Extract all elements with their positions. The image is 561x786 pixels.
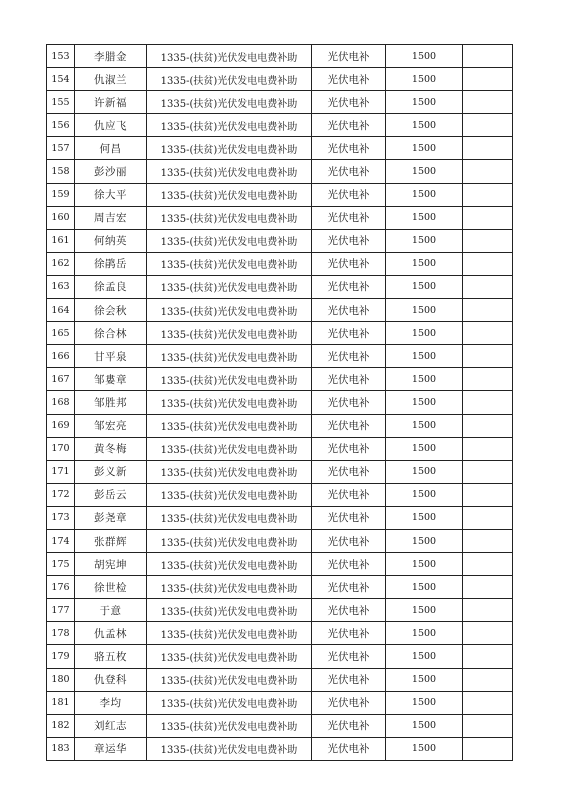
table-row — [47, 391, 513, 414]
subsidy-amount: 1500 — [386, 322, 463, 345]
table-row — [47, 506, 513, 529]
remark-cell — [463, 483, 513, 506]
subsidy-amount: 1500 — [386, 714, 463, 737]
table-row — [47, 91, 513, 114]
subsidy-amount: 1500 — [386, 622, 463, 645]
subsidy-category: 光伏电补 — [312, 206, 386, 229]
remark-cell — [463, 622, 513, 645]
recipient-name: 何昌 — [75, 137, 147, 160]
subsidy-amount: 1500 — [386, 229, 463, 252]
row-number: 181 — [47, 691, 75, 714]
subsidy-category: 光伏电补 — [312, 645, 386, 668]
subsidy-category: 光伏电补 — [312, 91, 386, 114]
subsidy-item: 1335-(扶贫)光伏发电电费补助 — [147, 553, 312, 576]
subsidy-category: 光伏电补 — [312, 622, 386, 645]
remark-cell — [463, 391, 513, 414]
subsidy-category: 光伏电补 — [312, 345, 386, 368]
subsidy-amount: 1500 — [386, 414, 463, 437]
table-row — [47, 345, 513, 368]
subsidy-item: 1335-(扶贫)光伏发电电费补助 — [147, 91, 312, 114]
subsidy-item: 1335-(扶贫)光伏发电电费补助 — [147, 460, 312, 483]
subsidy-category: 光伏电补 — [312, 553, 386, 576]
subsidy-item: 1335-(扶贫)光伏发电电费补助 — [147, 668, 312, 691]
table-row — [47, 368, 513, 391]
subsidy-item: 1335-(扶贫)光伏发电电费补助 — [147, 68, 312, 91]
subsidy-amount: 1500 — [386, 68, 463, 91]
row-number: 170 — [47, 437, 75, 460]
subsidy-category: 光伏电补 — [312, 529, 386, 552]
remark-cell — [463, 576, 513, 599]
subsidy-category: 光伏电补 — [312, 368, 386, 391]
remark-cell — [463, 599, 513, 622]
row-number: 182 — [47, 714, 75, 737]
remark-cell — [463, 114, 513, 137]
recipient-name: 周吉宏 — [75, 206, 147, 229]
table-row — [47, 160, 513, 183]
subsidy-category: 光伏电补 — [312, 691, 386, 714]
row-number: 153 — [47, 45, 75, 68]
table-row — [47, 252, 513, 275]
remark-cell — [463, 414, 513, 437]
subsidy-category: 光伏电补 — [312, 114, 386, 137]
subsidy-item: 1335-(扶贫)光伏发电电费补助 — [147, 45, 312, 68]
table-row — [47, 229, 513, 252]
table-row — [47, 691, 513, 714]
row-number: 154 — [47, 68, 75, 91]
remark-cell — [463, 299, 513, 322]
subsidy-item: 1335-(扶贫)光伏发电电费补助 — [147, 599, 312, 622]
recipient-name: 徐大平 — [75, 183, 147, 206]
subsidy-item: 1335-(扶贫)光伏发电电费补助 — [147, 714, 312, 737]
recipient-name: 仇孟林 — [75, 622, 147, 645]
remark-cell — [463, 68, 513, 91]
subsidy-category: 光伏电补 — [312, 460, 386, 483]
row-number: 166 — [47, 345, 75, 368]
table-row — [47, 483, 513, 506]
remark-cell — [463, 645, 513, 668]
subsidy-item: 1335-(扶贫)光伏发电电费补助 — [147, 322, 312, 345]
remark-cell — [463, 460, 513, 483]
subsidy-item: 1335-(扶贫)光伏发电电费补助 — [147, 299, 312, 322]
subsidy-category: 光伏电补 — [312, 322, 386, 345]
remark-cell — [463, 45, 513, 68]
subsidy-category: 光伏电补 — [312, 68, 386, 91]
subsidy-amount: 1500 — [386, 737, 463, 760]
recipient-name: 徐孟良 — [75, 275, 147, 298]
subsidy-amount: 1500 — [386, 553, 463, 576]
subsidy-category: 光伏电补 — [312, 483, 386, 506]
row-number: 176 — [47, 576, 75, 599]
recipient-name: 胡宪坤 — [75, 553, 147, 576]
table-row — [47, 437, 513, 460]
table-row — [47, 622, 513, 645]
subsidy-amount: 1500 — [386, 576, 463, 599]
row-number: 165 — [47, 322, 75, 345]
subsidy-item: 1335-(扶贫)光伏发电电费补助 — [147, 114, 312, 137]
subsidy-item: 1335-(扶贫)光伏发电电费补助 — [147, 645, 312, 668]
subsidy-amount: 1500 — [386, 460, 463, 483]
subsidy-category: 光伏电补 — [312, 506, 386, 529]
subsidy-category: 光伏电补 — [312, 252, 386, 275]
row-number: 160 — [47, 206, 75, 229]
subsidy-item: 1335-(扶贫)光伏发电电费补助 — [147, 137, 312, 160]
remark-cell — [463, 691, 513, 714]
table-row — [47, 275, 513, 298]
subsidy-amount: 1500 — [386, 252, 463, 275]
subsidy-amount: 1500 — [386, 160, 463, 183]
table-row — [47, 45, 513, 68]
subsidy-item: 1335-(扶贫)光伏发电电费补助 — [147, 391, 312, 414]
subsidy-category: 光伏电补 — [312, 599, 386, 622]
remark-cell — [463, 160, 513, 183]
remark-cell — [463, 275, 513, 298]
table-row — [47, 114, 513, 137]
table-row — [47, 322, 513, 345]
recipient-name: 邹宏亮 — [75, 414, 147, 437]
recipient-name: 彭尧章 — [75, 506, 147, 529]
subsidy-item: 1335-(扶贫)光伏发电电费补助 — [147, 506, 312, 529]
recipient-name: 邹胜邦 — [75, 391, 147, 414]
subsidy-amount: 1500 — [386, 275, 463, 298]
recipient-name: 仇淑兰 — [75, 68, 147, 91]
row-number: 177 — [47, 599, 75, 622]
row-number: 173 — [47, 506, 75, 529]
row-number: 164 — [47, 299, 75, 322]
remark-cell — [463, 737, 513, 760]
recipient-name: 李腊金 — [75, 45, 147, 68]
row-number: 167 — [47, 368, 75, 391]
subsidy-item: 1335-(扶贫)光伏发电电费补助 — [147, 737, 312, 760]
subsidy-category: 光伏电补 — [312, 275, 386, 298]
subsidy-amount: 1500 — [386, 45, 463, 68]
remark-cell — [463, 183, 513, 206]
table-row — [47, 414, 513, 437]
subsidy-item: 1335-(扶贫)光伏发电电费补助 — [147, 345, 312, 368]
subsidy-amount: 1500 — [386, 91, 463, 114]
row-number: 183 — [47, 737, 75, 760]
row-number: 175 — [47, 553, 75, 576]
remark-cell — [463, 91, 513, 114]
table-row — [47, 68, 513, 91]
subsidy-category: 光伏电补 — [312, 668, 386, 691]
subsidy-amount: 1500 — [386, 529, 463, 552]
subsidy-amount: 1500 — [386, 206, 463, 229]
recipient-name: 章运华 — [75, 737, 147, 760]
subsidy-amount: 1500 — [386, 345, 463, 368]
subsidy-amount: 1500 — [386, 391, 463, 414]
recipient-name: 彭义新 — [75, 460, 147, 483]
recipient-name: 徐世检 — [75, 576, 147, 599]
table-row — [47, 553, 513, 576]
subsidy-amount: 1500 — [386, 114, 463, 137]
recipient-name: 彭沙丽 — [75, 160, 147, 183]
subsidy-amount: 1500 — [386, 506, 463, 529]
subsidy-item: 1335-(扶贫)光伏发电电费补助 — [147, 160, 312, 183]
subsidy-item: 1335-(扶贫)光伏发电电费补助 — [147, 206, 312, 229]
remark-cell — [463, 345, 513, 368]
table-row — [47, 529, 513, 552]
subsidy-category: 光伏电补 — [312, 160, 386, 183]
row-number: 174 — [47, 529, 75, 552]
recipient-name: 邹婁章 — [75, 368, 147, 391]
table-row — [47, 714, 513, 737]
recipient-name: 于意 — [75, 599, 147, 622]
subsidy-amount: 1500 — [386, 483, 463, 506]
recipient-name: 仇应飞 — [75, 114, 147, 137]
table-row — [47, 737, 513, 760]
remark-cell — [463, 137, 513, 160]
table-row — [47, 299, 513, 322]
subsidy-item: 1335-(扶贫)光伏发电电费补助 — [147, 368, 312, 391]
subsidy-amount: 1500 — [386, 645, 463, 668]
subsidy-category: 光伏电补 — [312, 714, 386, 737]
subsidy-category: 光伏电补 — [312, 45, 386, 68]
table-row — [47, 599, 513, 622]
subsidy-category: 光伏电补 — [312, 137, 386, 160]
subsidy-category: 光伏电补 — [312, 737, 386, 760]
remark-cell — [463, 206, 513, 229]
subsidy-amount: 1500 — [386, 299, 463, 322]
recipient-name: 李均 — [75, 691, 147, 714]
row-number: 168 — [47, 391, 75, 414]
table-row — [47, 206, 513, 229]
table-row — [47, 183, 513, 206]
row-number: 171 — [47, 460, 75, 483]
subsidy-category: 光伏电补 — [312, 229, 386, 252]
subsidy-category: 光伏电补 — [312, 391, 386, 414]
row-number: 163 — [47, 275, 75, 298]
subsidy-amount: 1500 — [386, 437, 463, 460]
row-number: 155 — [47, 91, 75, 114]
remark-cell — [463, 322, 513, 345]
recipient-name: 彭岳云 — [75, 483, 147, 506]
subsidy-amount: 1500 — [386, 368, 463, 391]
recipient-name: 徐合林 — [75, 322, 147, 345]
table-row — [47, 576, 513, 599]
remark-cell — [463, 553, 513, 576]
subsidy-amount: 1500 — [386, 137, 463, 160]
recipient-name: 黄冬梅 — [75, 437, 147, 460]
subsidy-item: 1335-(扶贫)光伏发电电费补助 — [147, 483, 312, 506]
row-number: 157 — [47, 137, 75, 160]
recipient-name: 骆五枚 — [75, 645, 147, 668]
row-number: 158 — [47, 160, 75, 183]
remark-cell — [463, 368, 513, 391]
row-number: 180 — [47, 668, 75, 691]
subsidy-item: 1335-(扶贫)光伏发电电费补助 — [147, 691, 312, 714]
table-row — [47, 645, 513, 668]
subsidy-category: 光伏电补 — [312, 437, 386, 460]
subsidy-category: 光伏电补 — [312, 299, 386, 322]
recipient-name: 仇登科 — [75, 668, 147, 691]
table-row — [47, 668, 513, 691]
subsidy-category: 光伏电补 — [312, 183, 386, 206]
subsidy-item: 1335-(扶贫)光伏发电电费补助 — [147, 576, 312, 599]
row-number: 162 — [47, 252, 75, 275]
recipient-name: 张群辉 — [75, 529, 147, 552]
row-number: 156 — [47, 114, 75, 137]
table-row — [47, 137, 513, 160]
remark-cell — [463, 229, 513, 252]
row-number: 161 — [47, 229, 75, 252]
subsidy-amount: 1500 — [386, 599, 463, 622]
recipient-name: 许新福 — [75, 91, 147, 114]
subsidy-item: 1335-(扶贫)光伏发电电费补助 — [147, 229, 312, 252]
remark-cell — [463, 437, 513, 460]
table-row — [47, 460, 513, 483]
recipient-name: 徐会秋 — [75, 299, 147, 322]
subsidy-category: 光伏电补 — [312, 576, 386, 599]
row-number: 169 — [47, 414, 75, 437]
subsidy-item: 1335-(扶贫)光伏发电电费补助 — [147, 183, 312, 206]
remark-cell — [463, 714, 513, 737]
remark-cell — [463, 529, 513, 552]
subsidy-item: 1335-(扶贫)光伏发电电费补助 — [147, 275, 312, 298]
recipient-name: 刘红志 — [75, 714, 147, 737]
subsidy-amount: 1500 — [386, 668, 463, 691]
subsidy-item: 1335-(扶贫)光伏发电电费补助 — [147, 414, 312, 437]
row-number: 179 — [47, 645, 75, 668]
subsidy-amount: 1500 — [386, 691, 463, 714]
recipient-name: 甘平泉 — [75, 345, 147, 368]
subsidy-table — [46, 44, 513, 761]
subsidy-item: 1335-(扶贫)光伏发电电费补助 — [147, 622, 312, 645]
row-number: 178 — [47, 622, 75, 645]
recipient-name: 徐鹃岳 — [75, 252, 147, 275]
remark-cell — [463, 668, 513, 691]
row-number: 172 — [47, 483, 75, 506]
row-number: 159 — [47, 183, 75, 206]
subsidy-item: 1335-(扶贫)光伏发电电费补助 — [147, 252, 312, 275]
remark-cell — [463, 252, 513, 275]
subsidy-item: 1335-(扶贫)光伏发电电费补助 — [147, 437, 312, 460]
subsidy-amount: 1500 — [386, 183, 463, 206]
subsidy-item: 1335-(扶贫)光伏发电电费补助 — [147, 529, 312, 552]
recipient-name: 何纳英 — [75, 229, 147, 252]
remark-cell — [463, 506, 513, 529]
subsidy-table-body — [47, 45, 513, 761]
subsidy-category: 光伏电补 — [312, 414, 386, 437]
